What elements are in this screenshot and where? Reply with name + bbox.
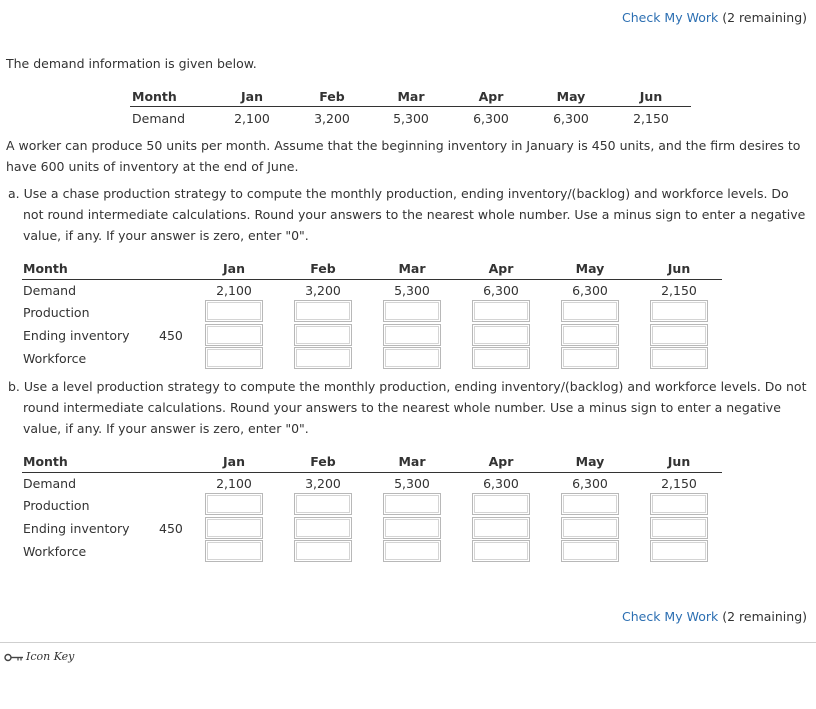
part-a-workforce-apr[interactable] (472, 347, 530, 369)
part-a-production-may[interactable] (561, 300, 619, 322)
part-b-beginning-inventory: 450 (159, 521, 183, 536)
part-b-production-mar-input[interactable] (385, 495, 439, 513)
part-a-ending-mar-input[interactable] (385, 326, 439, 344)
part-b-workforce-jun[interactable] (650, 540, 708, 562)
demand-table-value-apr: 6,300 (473, 111, 509, 126)
part-a-ending-may-input[interactable] (563, 326, 617, 344)
part-a-production-feb[interactable] (294, 300, 352, 322)
demand-table-value-may: 6,300 (553, 111, 589, 126)
demand-table-value-jan: 2,100 (234, 111, 270, 126)
part-b-production-jun[interactable] (650, 493, 708, 515)
part-a-production-may-input[interactable] (563, 302, 617, 320)
part-b-workforce-label: Workforce (23, 544, 87, 559)
demand-table-month-mar: Mar (397, 89, 425, 104)
part-b-production-apr[interactable] (472, 493, 530, 515)
part-a-ending-apr-input[interactable] (474, 326, 528, 344)
part-a-month-apr: Apr (488, 261, 514, 276)
part-b-ending-jun[interactable] (650, 517, 708, 539)
part-b-month-may: May (575, 454, 605, 469)
part-a-month-header: Month (23, 261, 68, 276)
part-b-production-apr-input[interactable] (474, 495, 528, 513)
demand-table-demand-label: Demand (132, 111, 186, 126)
part-a-text: a. Use a chase production strategy to compute the monthly production, ending inventory/(backlog) and workforce levels. Do not round intermediate calculations. Round your answers to the nearest whole number. Use a minus sign to enter a negative value, if any. If your answer is zero, enter "0". (8, 186, 806, 243)
part-b-ending-apr[interactable] (472, 517, 530, 539)
part-b-text: b. Use a level production strategy to compute the monthly production, ending inventory/(backlog) and workforce levels. Do not round intermediate calculations. Round your answers to the nearest whole number. Use a minus sign to enter a negative value, if any. If your answer is zero, enter "0". (8, 379, 807, 436)
part-b-workforce-feb-input[interactable] (296, 542, 350, 560)
part-b-workforce-apr[interactable] (472, 540, 530, 562)
demand-table-rule (130, 106, 691, 107)
part-b-demand-label: Demand (23, 476, 77, 491)
part-a-demand-jun: 2,150 (661, 283, 697, 298)
part-a-ending-jan[interactable] (205, 324, 263, 346)
part-a-workforce-feb[interactable] (294, 347, 352, 369)
part-b-month-mar: Mar (398, 454, 426, 469)
check-my-work-link-top[interactable]: Check My Work (622, 10, 719, 25)
part-a-production-mar-input[interactable] (385, 302, 439, 320)
part-a-workforce-apr-input[interactable] (474, 349, 528, 367)
part-a-question (8, 183, 808, 246)
part-b-month-jan: Jan (223, 454, 245, 469)
part-a-production-jan[interactable] (205, 300, 263, 322)
part-a-workforce-jun-input[interactable] (652, 349, 706, 367)
part-a-demand-apr: 6,300 (483, 283, 519, 298)
part-a-demand-label: Demand (23, 283, 77, 298)
part-b-workforce-jan-input[interactable] (207, 542, 261, 560)
part-a-ending-feb[interactable] (294, 324, 352, 346)
part-a-rule (22, 279, 722, 280)
part-a-production-apr[interactable] (472, 300, 530, 322)
demand-table-month-may: May (556, 89, 586, 104)
worker-text: A worker can produce 50 units per month. Assume that the beginning inventory in January is 450 units, and the firm desires to have 600 units of inventory at the end of June. (6, 138, 801, 174)
part-a-month-feb: Feb (310, 261, 336, 276)
part-a-month-jun: Jun (667, 261, 691, 276)
demand-table-value-feb: 3,200 (314, 111, 350, 126)
part-b-production-may-input[interactable] (563, 495, 617, 513)
part-b-ending-jan[interactable] (205, 517, 263, 539)
part-a-month-mar: Mar (398, 261, 426, 276)
part-a-ending-jun[interactable] (650, 324, 708, 346)
part-b-ending-apr-input[interactable] (474, 519, 528, 537)
icon-key-label: Icon Key (26, 650, 75, 663)
remaining-count-bottom: (2 remaining) (722, 609, 808, 624)
part-a-ending-apr[interactable] (472, 324, 530, 346)
part-b-production-mar[interactable] (383, 493, 441, 515)
demand-table-month-header: Month (132, 89, 177, 104)
part-b-workforce-feb[interactable] (294, 540, 352, 562)
remaining-count-top: (2 remaining) (722, 10, 808, 25)
part-b-ending-feb[interactable] (294, 517, 352, 539)
part-a-workforce-may[interactable] (561, 347, 619, 369)
part-b-ending-jan-input[interactable] (207, 519, 261, 537)
part-b-demand-jan: 2,100 (216, 476, 252, 491)
part-b-production-label: Production (23, 498, 90, 513)
part-b-question (8, 376, 808, 439)
part-b-production-feb[interactable] (294, 493, 352, 515)
demand-table-month-jun: Jun (639, 89, 663, 104)
part-b-demand-jun: 2,150 (661, 476, 697, 491)
key-icon (4, 653, 24, 662)
part-a-ending-jun-input[interactable] (652, 326, 706, 344)
part-b-month-jun: Jun (667, 454, 691, 469)
part-b-workforce-jun-input[interactable] (652, 542, 706, 560)
part-b-workforce-apr-input[interactable] (474, 542, 528, 560)
part-a-demand-jan: 2,100 (216, 283, 252, 298)
part-b-production-jan[interactable] (205, 493, 263, 515)
part-a-production-jan-input[interactable] (207, 302, 261, 320)
part-b-workforce-mar[interactable] (383, 540, 441, 562)
part-a-month-may: May (575, 261, 605, 276)
part-b-production-jun-input[interactable] (652, 495, 706, 513)
demand-table-value-jun: 2,150 (633, 111, 669, 126)
part-a-ending-mar[interactable] (383, 324, 441, 346)
part-a-ending-may[interactable] (561, 324, 619, 346)
part-b-workforce-may-input[interactable] (563, 542, 617, 560)
check-my-work-bottom (622, 609, 807, 624)
part-b-production-jan-input[interactable] (207, 495, 261, 513)
demand-table-month-jan: Jan (241, 89, 263, 104)
part-a-beginning-inventory: 450 (159, 328, 183, 343)
part-a-demand-feb: 3,200 (305, 283, 341, 298)
part-b-ending-may-input[interactable] (563, 519, 617, 537)
part-b-production-feb-input[interactable] (296, 495, 350, 513)
check-my-work-link-bottom[interactable]: Check My Work (622, 609, 719, 624)
part-a-ending-jan-input[interactable] (207, 326, 261, 344)
part-b-workforce-may[interactable] (561, 540, 619, 562)
part-a-workforce-may-input[interactable] (563, 349, 617, 367)
intro-text: The demand information is given below. (6, 56, 257, 71)
part-b-rule (22, 472, 722, 473)
part-a-workforce-mar[interactable] (383, 347, 441, 369)
part-b-month-feb: Feb (310, 454, 336, 469)
part-a-workforce-jun[interactable] (650, 347, 708, 369)
part-b-demand-feb: 3,200 (305, 476, 341, 491)
part-b-ending-mar[interactable] (383, 517, 441, 539)
check-my-work-top (622, 10, 807, 25)
part-b-demand-apr: 6,300 (483, 476, 519, 491)
part-b-production-may[interactable] (561, 493, 619, 515)
part-a-workforce-jan[interactable] (205, 347, 263, 369)
part-b-demand-mar: 5,300 (394, 476, 430, 491)
part-a-demand-mar: 5,300 (394, 283, 430, 298)
part-a-month-jan: Jan (223, 261, 245, 276)
part-a-production-apr-input[interactable] (474, 302, 528, 320)
part-a-workforce-feb-input[interactable] (296, 349, 350, 367)
part-a-production-label: Production (23, 305, 90, 320)
footer-divider (0, 642, 816, 643)
demand-table-month-apr: Apr (478, 89, 504, 104)
part-a-ending-feb-input[interactable] (296, 326, 350, 344)
part-b-ending-may[interactable] (561, 517, 619, 539)
part-b-ending-label: Ending inventory (23, 521, 130, 536)
part-a-production-jun-input[interactable] (652, 302, 706, 320)
part-a-workforce-label: Workforce (23, 351, 87, 366)
part-a-production-jun[interactable] (650, 300, 708, 322)
part-b-workforce-jan[interactable] (205, 540, 263, 562)
part-a-workforce-mar-input[interactable] (385, 349, 439, 367)
part-b-month-header: Month (23, 454, 68, 469)
part-b-ending-feb-input[interactable] (296, 519, 350, 537)
demand-table-value-mar: 5,300 (393, 111, 429, 126)
demand-table-month-feb: Feb (319, 89, 345, 104)
part-a-production-mar[interactable] (383, 300, 441, 322)
part-a-ending-label: Ending inventory (23, 328, 130, 343)
part-a-workforce-jan-input[interactable] (207, 349, 261, 367)
part-a-production-feb-input[interactable] (296, 302, 350, 320)
part-b-month-apr: Apr (488, 454, 514, 469)
part-b-ending-mar-input[interactable] (385, 519, 439, 537)
icon-key[interactable] (4, 650, 74, 663)
part-b-ending-jun-input[interactable] (652, 519, 706, 537)
part-b-workforce-mar-input[interactable] (385, 542, 439, 560)
part-b-demand-may: 6,300 (572, 476, 608, 491)
part-a-demand-may: 6,300 (572, 283, 608, 298)
